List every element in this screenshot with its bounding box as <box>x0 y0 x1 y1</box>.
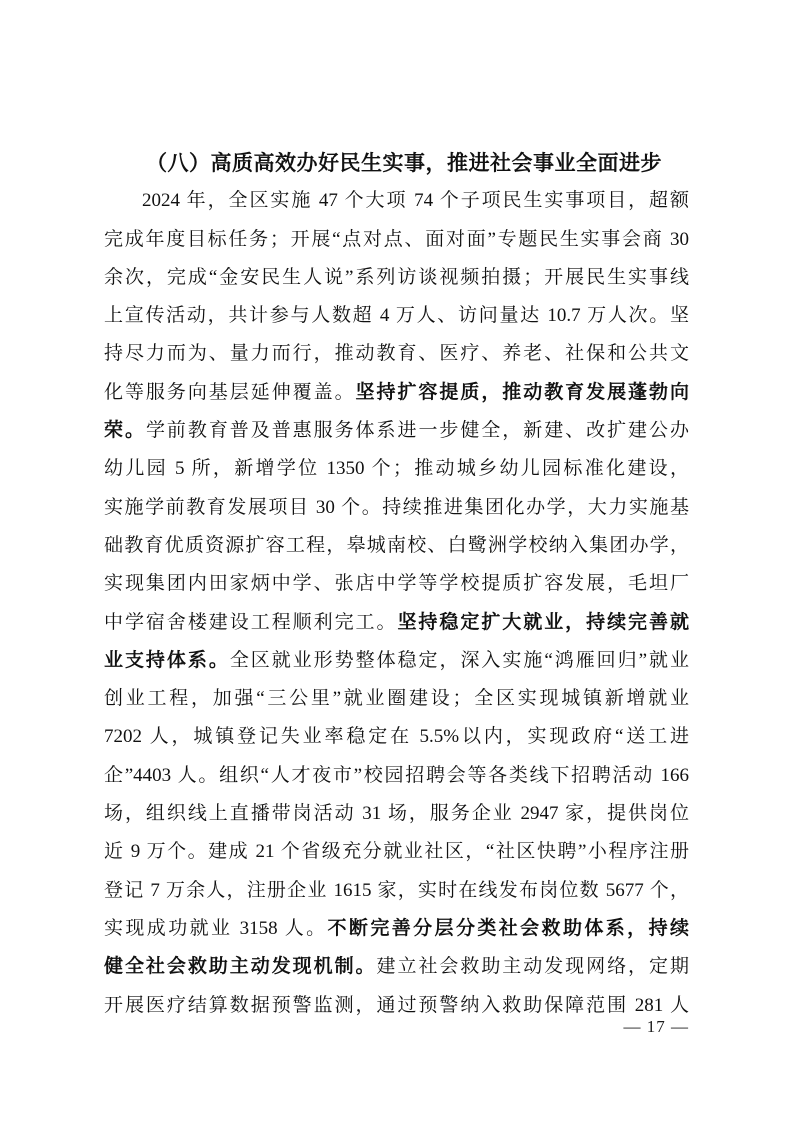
text-line <box>104 335 689 373</box>
bold-text-segment: 不断完善分层分类社会救助体系，持续 <box>327 917 689 939</box>
text-segment: 全区就业形势整体稳定，深入实施“鸿雁回归”就业 <box>229 649 689 671</box>
text-line <box>104 182 689 220</box>
text-line <box>104 910 689 948</box>
text-line <box>104 221 689 259</box>
text-line <box>104 757 689 795</box>
text-segment: 7202 人，城镇登记失业率稳定在 5.5%以内，实现政府“送工进 <box>104 726 689 748</box>
text-line <box>104 795 689 833</box>
text-segment: 幼儿园 5 所，新增学位 1350 个；推动城乡幼儿园标准化建设， <box>104 458 689 480</box>
text-line <box>104 718 689 756</box>
text-segment: 2024 年，全区实施 47 个大项 74 个子项民生实事项目，超额 <box>142 190 689 212</box>
text-segment: 实施学前教育发展项目 30 个。持续推进集团化办学，大力实施基 <box>104 496 689 518</box>
text-line <box>104 642 689 680</box>
text-line <box>104 527 689 565</box>
text-line <box>104 565 689 603</box>
bold-text-segment: 业支持体系。 <box>104 649 230 671</box>
section-heading: （八）高质高效办好民生实事，推进社会事业全面进步 <box>146 151 662 175</box>
text-line <box>104 948 689 986</box>
text-segment: 础教育优质资源扩容工程，皋城南校、白鹭洲学校纳入集团办学， <box>104 534 689 556</box>
text-segment: 化等服务向基层延伸覆盖。 <box>104 381 356 403</box>
text-line <box>104 680 689 718</box>
text-line <box>104 872 689 910</box>
text-segment: 建立社会救助主动发现网络，定期 <box>376 956 689 978</box>
text-line <box>104 489 689 527</box>
text-segment: 持尽力而为、量力而行，推动教育、医疗、养老、社保和公共文 <box>104 343 689 365</box>
text-line <box>104 259 689 297</box>
text-line <box>104 604 689 642</box>
text-line <box>104 833 689 871</box>
text-segment: 近 9 万个。建成 21 个省级充分就业社区，“社区快聘”小程序注册 <box>104 841 689 863</box>
page-number: — 17 — <box>623 1017 689 1036</box>
text-segment: 企”4403 人。组织“人才夜市”校园招聘会等各类线下招聘活动 166 <box>104 764 689 786</box>
text-line <box>104 412 689 450</box>
body-text <box>104 144 689 1025</box>
bold-text-segment: 坚持扩容提质，推动教育发展蓬勃向 <box>355 381 689 403</box>
text-segment: 实现集团内田家炳中学、张店中学等学校提质扩容发展，毛坦厂 <box>104 573 689 595</box>
text-segment: 场，组织线上直播带岗活动 31 场，服务企业 2947 家，提供岗位 <box>104 803 689 825</box>
text-line <box>104 987 689 1025</box>
text-line <box>104 374 689 412</box>
text-segment: 上宣传活动，共计参与人数超 4 万人、访问量达 10.7 万人次。坚 <box>104 305 689 327</box>
text-segment: 创业工程，加强“三公里”就业圈建设；全区实现城镇新增就业 <box>104 688 689 710</box>
text-segment: 实现成功就业 3158 人。 <box>104 917 328 939</box>
text-segment: 开展医疗结算数据预警监测，通过预警纳入救助保障范围 281 人 <box>104 994 689 1016</box>
text-segment: 登记 7 万余人，注册企业 1615 家，实时在线发布岗位数 5677 个， <box>104 879 689 901</box>
bold-text-segment: 坚持稳定扩大就业，持续完善就 <box>397 611 689 633</box>
text-segment: 完成年度目标任务；开展“点对点、面对面”专题民生实事会商 30 <box>104 228 689 250</box>
text-line <box>104 450 689 488</box>
text-segment: 中学宿舍楼建设工程顺利完工。 <box>104 611 398 633</box>
bold-text-segment: 荣。 <box>104 420 146 442</box>
text-segment: 余次，完成“金安民生人说”系列访谈视频拍摄；开展民生实事线 <box>104 266 689 288</box>
text-segment: 学前教育普及普惠服务体系进一步健全，新建、改扩建公办 <box>145 420 689 442</box>
paragraph-lines <box>104 182 689 1025</box>
bold-text-segment: 健全社会救助主动发现机制。 <box>104 956 377 978</box>
text-line <box>104 297 689 335</box>
